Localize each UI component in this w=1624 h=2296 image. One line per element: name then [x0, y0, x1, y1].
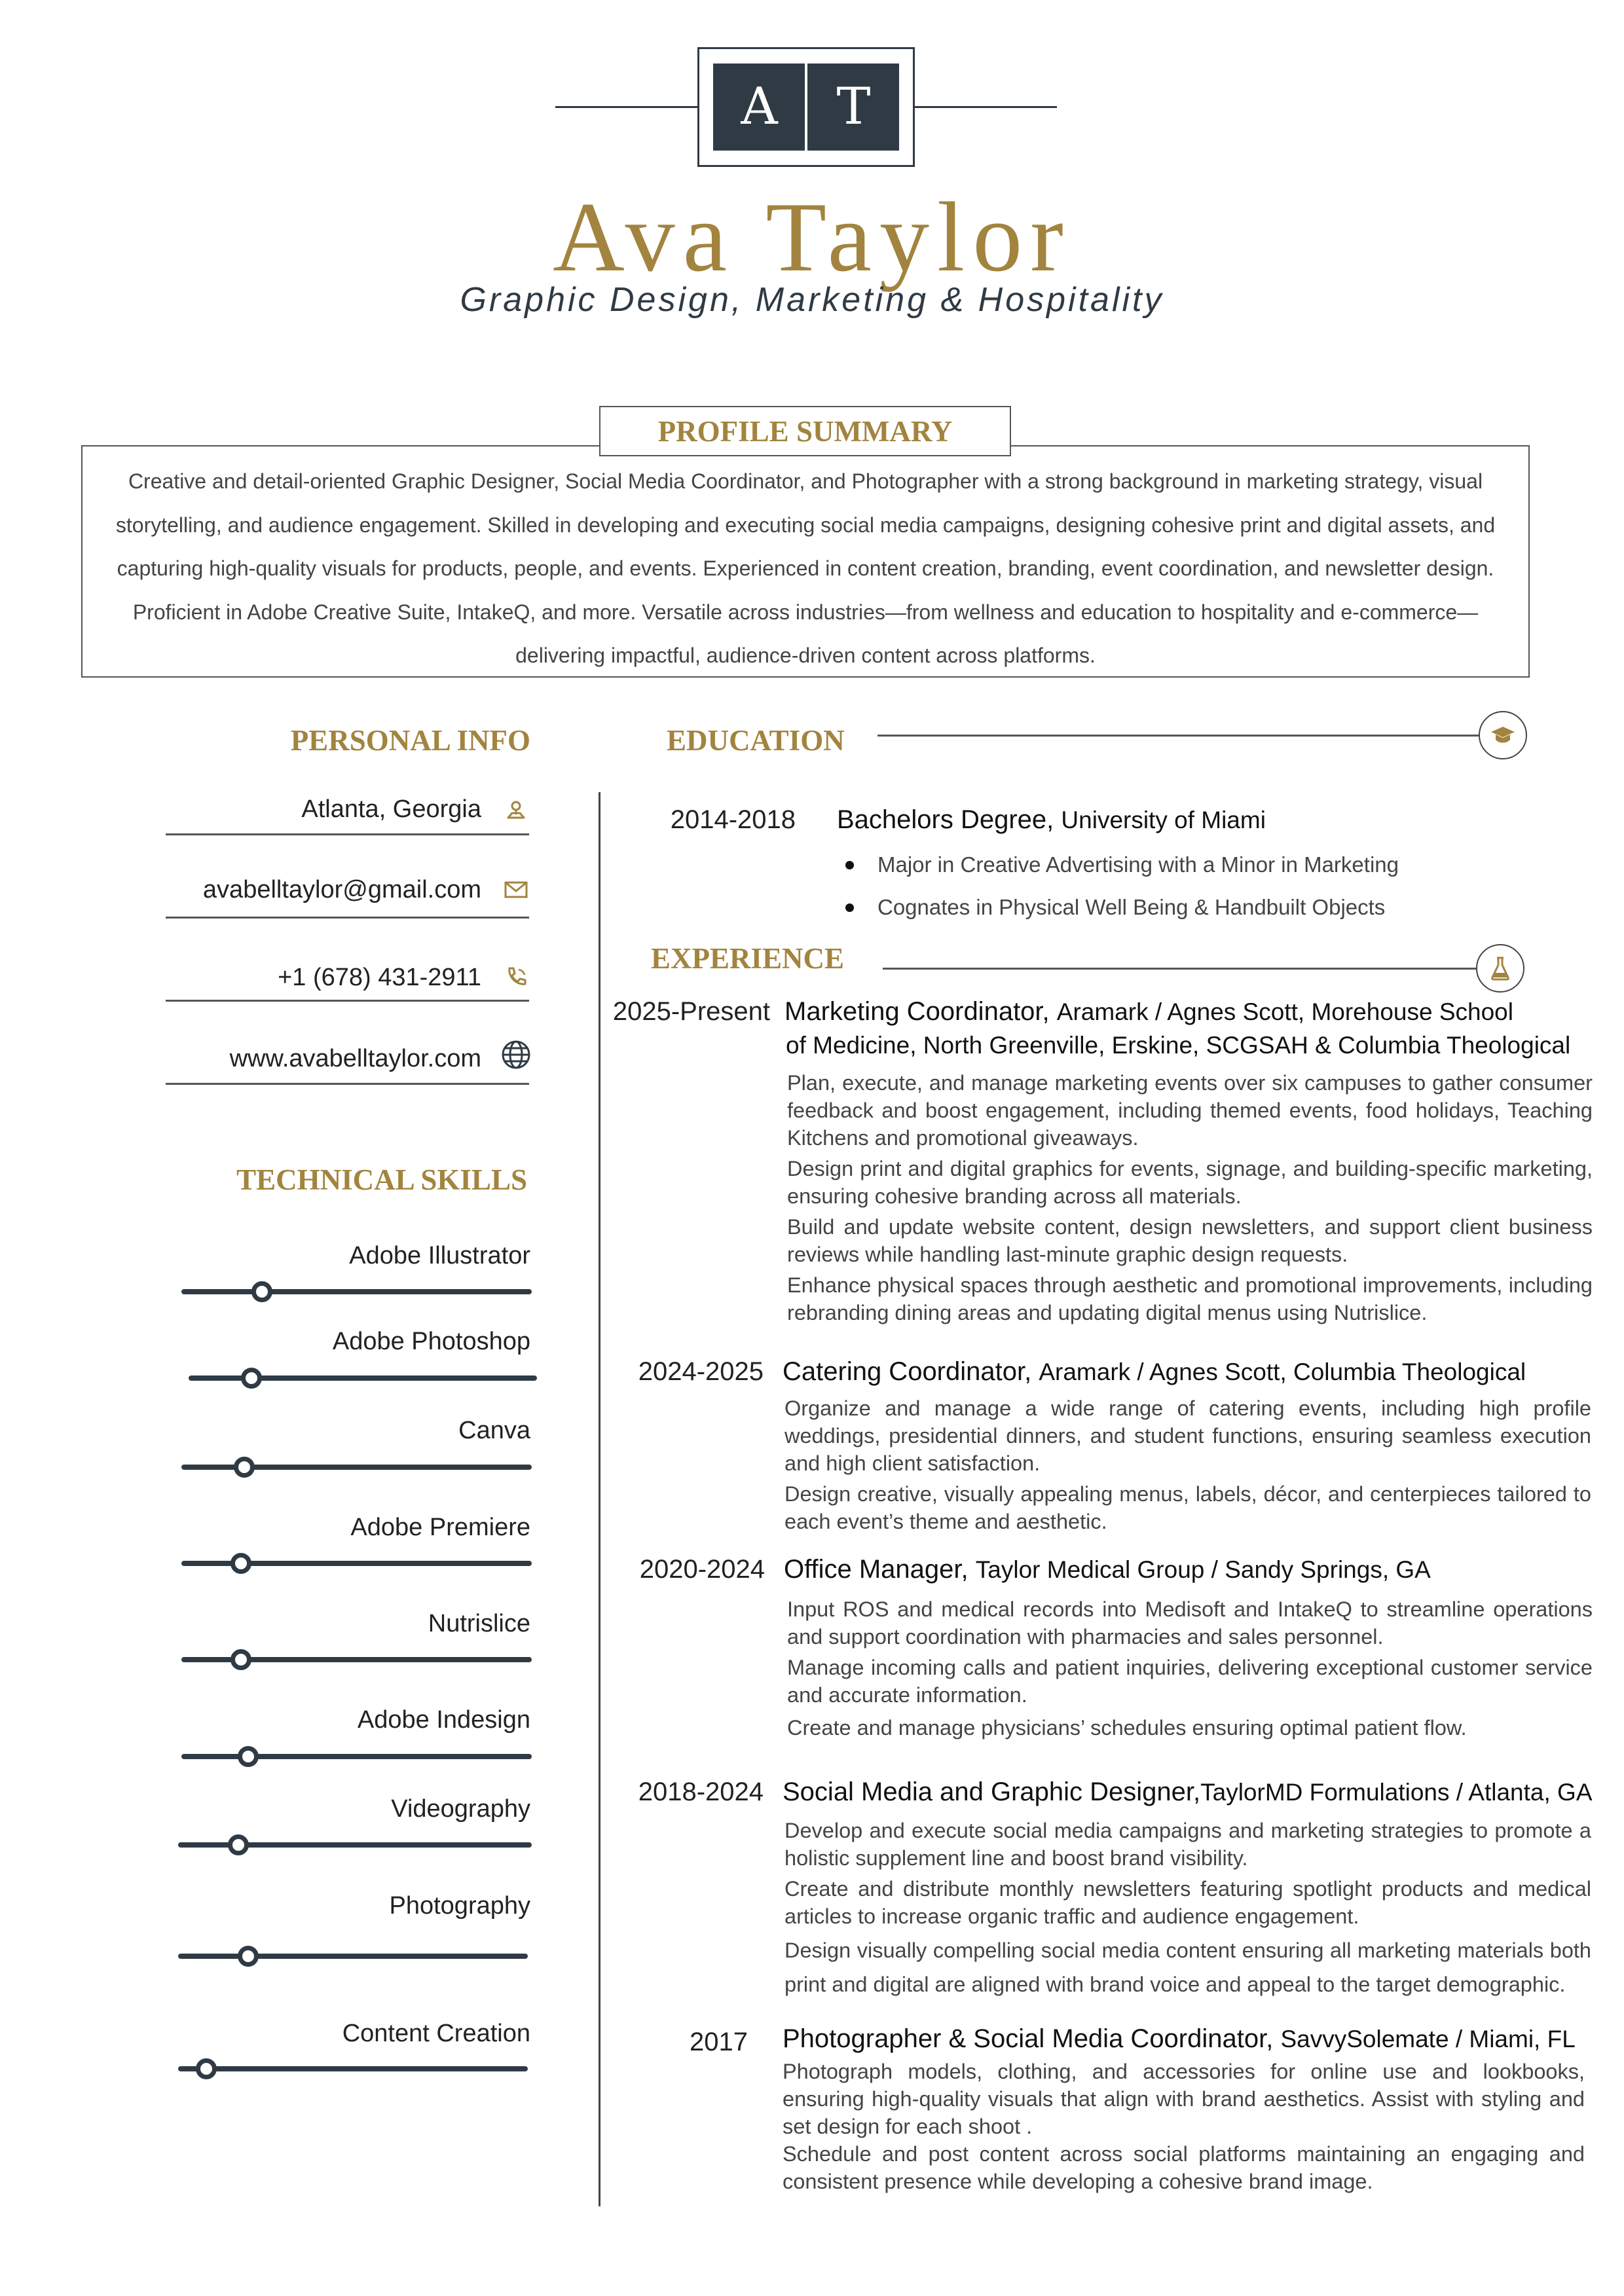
job-role: Marketing Coordinator,: [784, 997, 1050, 1026]
monogram-letter-t: T: [836, 77, 871, 136]
skill-slider-knob: [228, 1834, 249, 1855]
skill-slider-track: [178, 2066, 528, 2071]
job-duty: Design visually compelling social media content ensuring all marketing materials both print and digital are aligned with brand voice and appeal to the target demographic.: [784, 1939, 1591, 1996]
job-role: Photographer & Social Media Coordinator,: [783, 2024, 1274, 2053]
skill-label: Adobe Premiere: [350, 1514, 530, 1541]
education-rule: [877, 735, 1486, 737]
profile-summary-heading: PROFILE SUMMARY: [657, 415, 953, 448]
education-heading: EDUCATION: [667, 724, 845, 757]
candidate-name: Ava Taylor: [553, 182, 1071, 292]
skill-slider-knob: [238, 1746, 259, 1767]
job-title-line: [783, 1776, 1617, 1808]
job-role: Office Manager,: [784, 1555, 969, 1584]
job-duty: Design creative, visually appealing menus, labels, décor, and centerpieces tailored to each event’s theme and aesthetic.: [784, 1482, 1591, 1533]
skill-slider-track: [181, 1289, 532, 1294]
job-duty: Manage incoming calls and patient inquiries, delivering exceptional customer service and accurate information.: [787, 1656, 1593, 1707]
job-org: TaylorMD Formulations / Atlanta, GA: [1200, 1779, 1593, 1806]
job-duty: Schedule and post content across social platforms maintaining an engaging and consistent presence while developing a cohesive brand image.: [783, 2142, 1585, 2193]
header-line-right: [915, 106, 1057, 108]
skill-slider-knob: [234, 1457, 255, 1478]
header-line-left: [555, 106, 697, 108]
candidate-subtitle: Graphic Design, Marketing & Hospitality: [460, 281, 1164, 319]
column-divider: [599, 792, 600, 2206]
phone-text: +1 (678) 431-2911: [278, 964, 481, 991]
location-text: Atlanta, Georgia: [301, 795, 481, 823]
job-duty: Develop and execute social media campaigns and marketing strategies to promote a holistic supplement line and boost brand visibility.: [784, 1819, 1591, 1870]
job-role: Catering Coordinator,: [783, 1357, 1032, 1386]
profile-summary-text: Creative and detail-oriented Graphic Designer, Social Media Coordinator, and Photographer with a strong background in marketing strategy, visual storytelling, and audience engagement. Skilled in developing and executing social media campaigns, designing cohesive print and digital assets, and capturing high-quality visuals for products, people, and events. Experienced in content creation, branding, event coordination, and newsletter design. Proficient in Adobe Creative Suite, IntakeQ, and more. Versatile across industries—from wellness and education to hospitality and e-commerce—delivering impactful, audience-driven content across platforms.: [115, 469, 1496, 667]
skill-slider-knob: [238, 1946, 259, 1967]
globe-icon: [498, 1040, 534, 1070]
job-description: [784, 1817, 1591, 2001]
education-date: 2014-2018: [670, 805, 796, 834]
skill-slider-knob: [196, 2058, 217, 2079]
job-description: [787, 1595, 1593, 1741]
education-school: University of Miami: [1061, 807, 1266, 833]
job-org: Taylor Medical Group / Sandy Springs, GA: [975, 1556, 1431, 1583]
skill-label: Content Creation: [342, 2020, 530, 2047]
job-title-line: [784, 996, 1603, 1028]
job-date: 2024-2025: [638, 1357, 764, 1386]
job-org: SavvySolemate / Miami, FL: [1280, 2026, 1576, 2052]
personal-info-heading: PERSONAL INFO: [290, 724, 530, 757]
education-degree-line: [837, 804, 1557, 836]
skill-label: Canva: [458, 1417, 530, 1444]
skill-slider-knob: [231, 1649, 251, 1670]
monogram-letter-a: A: [741, 77, 778, 136]
job-duty: Enhance physical spaces through aesthetic and promotional improvements, including rebranding dining areas and updating digital menus using Nutrislice.: [787, 1273, 1593, 1324]
job-duty: Design print and digital graphics for events, signage, and building-specific marketing, ensuring cohesive branding across all materials.: [787, 1157, 1593, 1208]
job-date: 2025-Present: [612, 997, 770, 1026]
skill-slider-track: [178, 1954, 528, 1959]
education-bullet: Cognates in Physical Well Being & Handbuilt Objects: [877, 895, 1386, 919]
bullet-dot: [845, 903, 854, 912]
experience-rule: [883, 968, 1477, 970]
skill-slider-knob: [251, 1281, 272, 1302]
skill-slider-knob: [231, 1553, 251, 1574]
graduation-cap-icon: [1479, 711, 1527, 759]
flask-icon: [1476, 944, 1524, 993]
info-underline: [166, 1000, 529, 1002]
education-degree: Bachelors Degree,: [837, 805, 1054, 834]
job-duty: Photograph models, clothing, and accessories for online use and lookbooks, ensuring high-quality visuals that align with brand aesthetics. Assist with styling and set design for each shoot .: [783, 2060, 1585, 2138]
job-org-continued: of Medicine, North Greenville, Erskine, SCGSAH & Columbia Theological: [786, 1032, 1571, 1059]
skill-label: Adobe Illustrator: [349, 1242, 530, 1269]
job-duty: Create and distribute monthly newsletters featuring spotlight products and medical articles to increase organic traffic and audience engagement.: [784, 1877, 1591, 1928]
phone-icon: [498, 962, 534, 993]
job-duty: Plan, execute, and manage marketing events over six campuses to gather consumer feedback and boost engagement, including themed events, food holidays, Teaching Kitchens and promotional giveaways.: [787, 1071, 1593, 1150]
technical-skills-heading: TECHNICAL SKILLS: [236, 1163, 527, 1196]
job-org: Aramark / Agnes Scott, Morehouse School: [1056, 998, 1513, 1025]
info-underline: [166, 833, 529, 835]
envelope-icon: [498, 875, 534, 905]
monogram-divider: [805, 64, 807, 151]
email-text[interactable]: avabelltaylor@gmail.com: [202, 876, 481, 903]
job-title-line: [783, 1356, 1601, 1388]
job-date: 2017: [690, 2028, 748, 2056]
skill-label: Photography: [389, 1892, 530, 1920]
experience-heading: EXPERIENCE: [651, 942, 845, 975]
job-role: Social Media and Graphic Designer,: [783, 1777, 1201, 1806]
skill-label: Adobe Photoshop: [332, 1328, 530, 1355]
job-org: Aramark / Agnes Scott, Columbia Theological: [1039, 1358, 1526, 1385]
info-underline: [166, 917, 529, 919]
job-duty: Build and update website content, design newsletters, and support client business reviews while handling last-minute graphic design requests.: [787, 1215, 1593, 1266]
info-underline: [166, 1083, 529, 1085]
job-title-line: [784, 1554, 1602, 1586]
job-duty: Create and manage physicians’ schedules ensuring optimal patient flow.: [787, 1716, 1467, 1740]
website-text[interactable]: www.avabelltaylor.com: [229, 1045, 481, 1072]
job-duty: Organize and manage a wide range of catering events, including high profile weddings, presidential dinners, and student functions, ensuring seamless execution and high client satisfaction.: [784, 1396, 1591, 1475]
job-date: 2018-2024: [638, 1777, 764, 1806]
job-description: [783, 2058, 1585, 2195]
job-description: [784, 1394, 1591, 1535]
skill-label: Adobe Indesign: [357, 1706, 530, 1734]
skill-slider-knob: [241, 1368, 262, 1389]
skill-label: Nutrislice: [428, 1610, 530, 1637]
bullet-dot: [845, 861, 854, 869]
skill-label: Videography: [391, 1795, 530, 1823]
job-duty: Input ROS and medical records into Medisoft and IntakeQ to streamline operations and support coordination with pharmacies and sales personnel.: [787, 1597, 1593, 1649]
skill-slider-track: [181, 1754, 532, 1759]
job-title-line: [783, 2023, 1614, 2055]
location-pin-icon: [498, 794, 534, 824]
job-date: 2020-2024: [639, 1555, 765, 1584]
job-description: [787, 1069, 1593, 1326]
education-bullet: Major in Creative Advertising with a Minor in Marketing: [877, 852, 1399, 877]
